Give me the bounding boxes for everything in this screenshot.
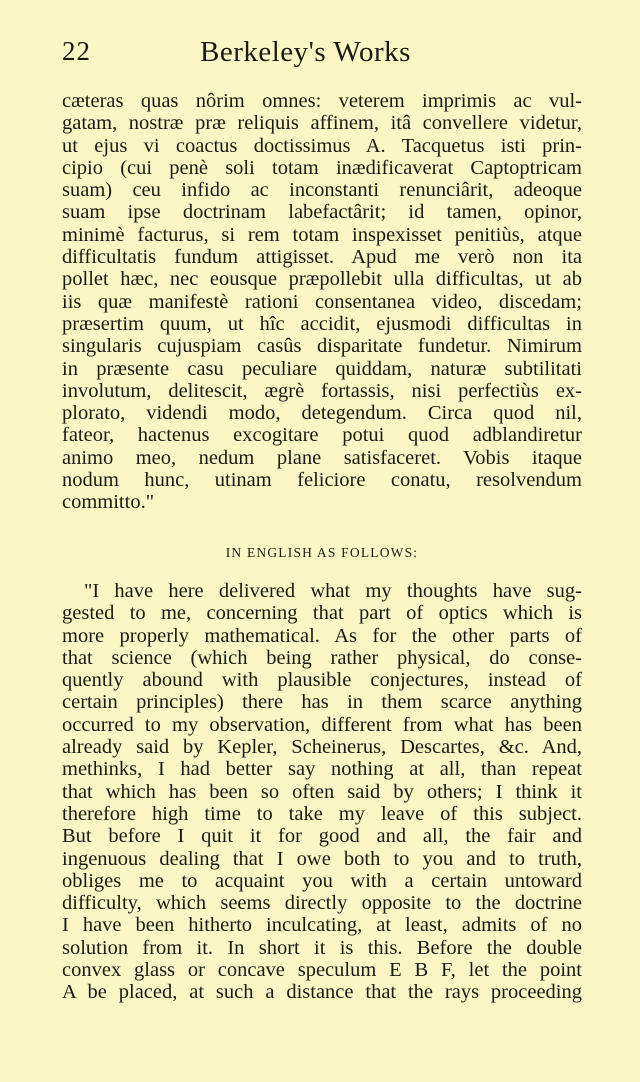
latin-passage: [62, 90, 582, 514]
text-line: therefore high time to take my leave of this subject.: [62, 802, 582, 825]
text-line: pollet hæc, nec eousque præpollebit ulla difficultas, ut ab: [62, 268, 582, 291]
text-line: singularis cujuspiam casûs disparitate fundetur. Nimirum: [62, 335, 582, 358]
page-header: [62, 36, 582, 76]
text-line: in præsente casu peculiare quiddam, naturæ subtilitati: [62, 357, 582, 380]
text-line: certain principles) there has in them scarce anything: [62, 691, 582, 714]
text-line: difficulty, which seems directly opposite to the doctrine: [62, 892, 582, 915]
text-line: minimè facturus, si rem totam inspexisset penitiùs, atque: [62, 223, 582, 246]
running-title: Berkeley's Works: [200, 36, 411, 68]
text-line: more properly mathematical. As for the other parts of: [62, 624, 582, 647]
page-number: 22: [62, 36, 91, 66]
text-line: convex glass or concave speculum E B F, let the point: [62, 959, 582, 982]
text-line: difficultatis fundum attigisset. Apud me verò non ita: [62, 246, 582, 269]
text-line: solution from it. In short it is this. Before the double: [62, 936, 582, 959]
text-line: I have been hitherto inculcating, at least, admits of no: [62, 914, 582, 937]
text-line: cipio (cui penè soli totam inædificaverat Captoptricam: [62, 156, 582, 179]
text-line: præsertim quum, ut hîc accidit, ejusmodi difficultas in: [62, 312, 582, 335]
text-line: animo meo, nedum plane satisfaceret. Vobis itaque: [62, 446, 582, 469]
text-line: fateor, hactenus excogitare potui quod adblandiretur: [62, 424, 582, 447]
text-line: "I have here delivered what my thoughts have sug-: [84, 580, 582, 602]
section-heading: IN ENGLISH AS FOLLOWS:: [225, 545, 419, 560]
text-line: cæteras quas nôrim omnes: veterem imprimis ac vul-: [62, 90, 582, 112]
english-passage: [62, 580, 582, 1004]
text-line: A be placed, at such a distance that the rays proceeding: [62, 981, 582, 1004]
text-line: occurred to my observation, different from what has been: [62, 713, 582, 736]
text-line: plorato, videndi modo, detegendum. Circa quod nil,: [62, 402, 582, 425]
text-line: already said by Kepler, Scheinerus, Descartes, &c. And,: [62, 736, 582, 759]
text-line: gatam, nostræ præ reliquis affinem, itâ convellere videtur,: [62, 112, 582, 135]
text-line: committo.": [62, 491, 155, 514]
text-line: that which has been so often said by others; I think it: [62, 780, 582, 803]
text-line: methinks, I had better say nothing at all, than repeat: [62, 758, 582, 781]
text-line: suam ipse doctrinam labefactârit; id tamen, opinor,: [62, 201, 582, 224]
text-line: gested to me, concerning that part of optics which is: [62, 602, 582, 625]
text-line: ingenuous dealing that I owe both to you and to truth,: [62, 847, 582, 870]
text-line: ut ejus vi coactus doctissimus A. Tacquetus isti prin-: [62, 134, 582, 157]
text-line: But before I quit it for good and all, the fair and: [62, 825, 582, 848]
text-line: nodum hunc, utinam feliciore conatu, resolvendum: [62, 469, 582, 492]
text-line: involutum, delitescit, ægrè fortassis, nisi perfectiùs ex-: [62, 379, 582, 402]
text-line: that science (which being rather physical, do conse-: [62, 646, 582, 669]
text-line: quently abound with plausible conjectures, instead of: [62, 669, 582, 692]
text-line: suam) ceu infido ac inconstanti renunciârit, adeoque: [62, 179, 582, 202]
text-line: iis quæ manifestè rationi consentanea video, discedam;: [62, 290, 582, 313]
text-line: obliges me to acquaint you with a certain untoward: [62, 869, 582, 892]
